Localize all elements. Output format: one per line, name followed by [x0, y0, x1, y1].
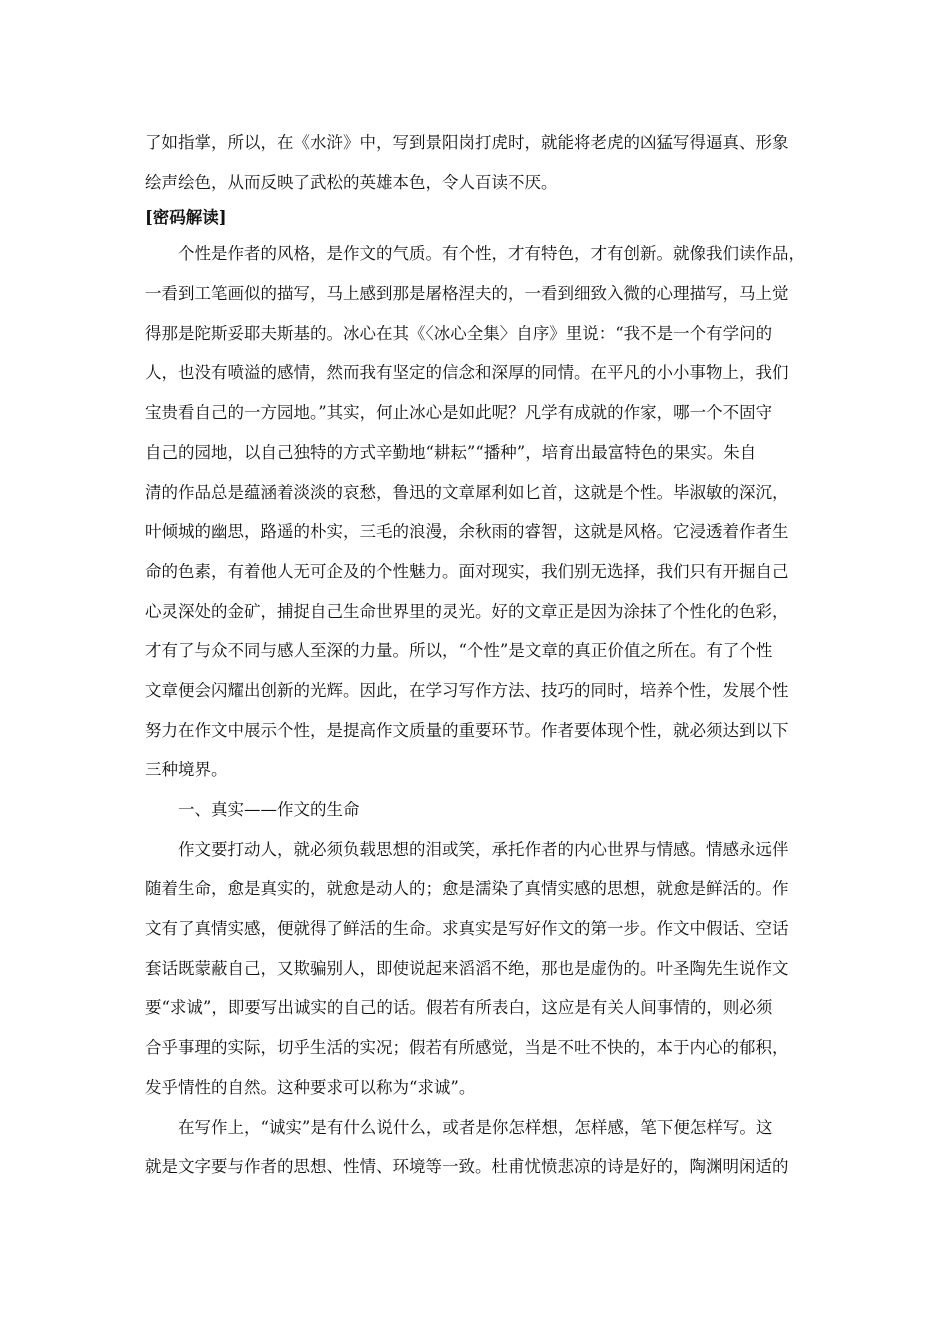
section-title: 一、真实——作文的生命 — [178, 800, 360, 819]
text-line: 叶倾城的幽思，路遥的朴实，三毛的浪漫，余秋雨的睿智，这就是风格。它浸透着作者生 — [145, 522, 789, 542]
paragraph-truth — [145, 830, 810, 1108]
text-line: 心灵深处的金矿，捕捉自己生命世界里的灵光。好的文章正是因为涂抹了个性化的色彩， — [145, 601, 789, 621]
text-line: 随着生命，愈是真实的，就愈是动人的；愈是濡染了真情实感的思想，就愈是鲜活的。作 — [145, 879, 789, 899]
text-line: 一看到工笔画似的描写，马上感到那是屠格涅夫的，一看到细致入微的心理描写，马上觉 — [145, 284, 789, 304]
text-line: 合乎事理的实际，切乎生活的实况；假若有所感觉，当是不吐不快的，本于内心的郁积， — [145, 1038, 789, 1058]
text-line: 套话既蒙蔽自己，又欺骗别人，即使说起来滔滔不绝，那也是虚伪的。叶圣陶先生说作文 — [145, 958, 789, 978]
text-line: 个性是作者的风格，是作文的气质。有个性，才有特色，才有创新。就像我们读作品， — [178, 244, 805, 264]
text-line: 自己的园地，以自己独特的方式辛勤地“耕耘”“播种”，培育出最富特色的果实。朱自 — [145, 442, 757, 462]
text-line: 发乎情性的自然。这种要求可以称为“求诚”。 — [145, 1077, 476, 1097]
text-line: 宝贵看自己的一方园地。”其实，何止冰心是如此呢？凡学有成就的作家，哪一个不固守 — [145, 403, 773, 423]
paragraph-personality — [145, 234, 810, 790]
text-line: 文章便会闪耀出创新的光辉。因此，在学习写作方法、技巧的同时，培养个性，发展个性 — [145, 680, 789, 700]
text-line: 才有了与众不同与感人至深的力量。所以，“个性”是文章的真正价值之所在。有了个性 — [145, 641, 773, 661]
document-page — [145, 123, 810, 1187]
section-heading: [密码解读] — [145, 208, 227, 228]
text-line: 得那是陀斯妥耶夫斯基的。冰心在其《〈冰心全集〉自序》里说：“我不是一个有学问的 — [145, 323, 773, 343]
text-line: 努力在作文中展示个性，是提高作文质量的重要环节。作者要体现个性，就必须达到以下 — [145, 720, 789, 740]
text-line: 三种境界。 — [145, 760, 228, 780]
text-line: 绘声绘色，从而反映了武松的英雄本色，令人百读不厌。 — [145, 172, 558, 192]
paragraph-honesty — [145, 1108, 810, 1187]
text-line: 在写作上，“诚实”是有什么说什么，或者是你怎样想，怎样感，笔下便怎样写。这 — [178, 1117, 773, 1137]
text-line: 文有了真情实感，便就得了鲜活的生命。求真实是写好作文的第一步。作文中假话、空话 — [145, 919, 789, 939]
text-line: 就是文字要与作者的思想、性情、环境等一致。杜甫忧愤悲凉的诗是好的，陶渊明闲适的 — [145, 1157, 789, 1177]
text-line: 了如指掌，所以，在《水浒》中，写到景阳岗打虎时，就能将老虎的凶猛写得逼真、形象 — [145, 133, 789, 152]
text-line: 命的色素，有着他人无可企及的个性魅力。面对现实，我们别无选择，我们只有开掘自己 — [145, 561, 789, 581]
text-line: 清的作品总是蕴涵着淡淡的哀愁，鲁迅的文章犀利如匕首，这就是个性。毕淑敏的深沉， — [145, 482, 789, 502]
text-line: 人，也没有喷溢的感情，然而我有坚定的信念和深厚的同情。在平凡的小小事物上，我们 — [145, 363, 789, 383]
text-line: 要“求诚”，即要写出诚实的自己的话。假若有所表白，这应是有关人间事情的，则必须 — [145, 998, 773, 1018]
text-line: 作文要打动人，就必须负载思想的泪或笑，承托作者的内心世界与情感。情感永远伴 — [178, 839, 789, 859]
